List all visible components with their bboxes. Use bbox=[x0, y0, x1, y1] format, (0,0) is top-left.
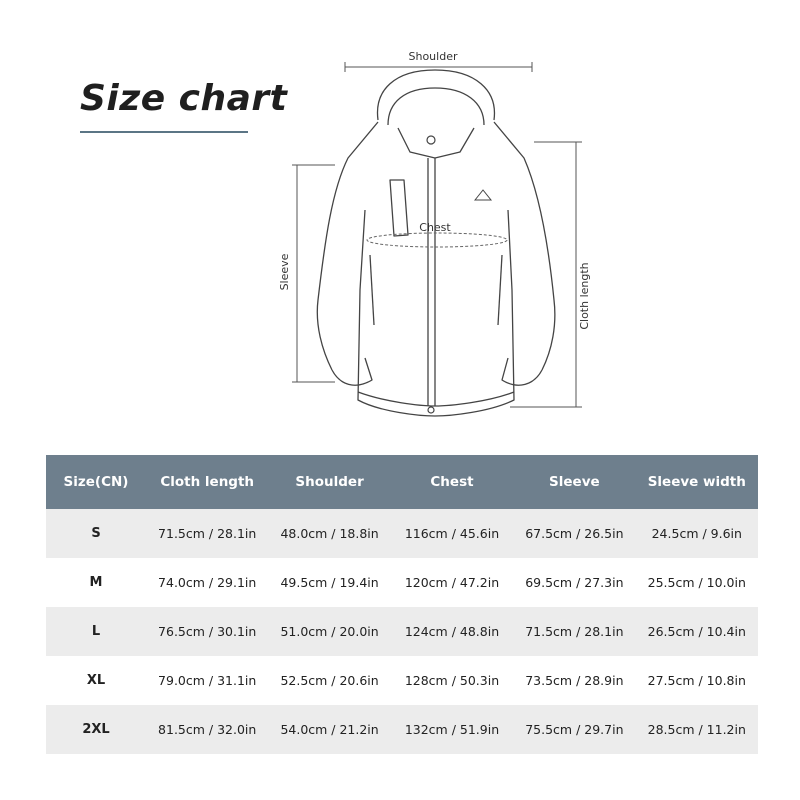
chest-cell: 116cm / 45.6in bbox=[404, 526, 500, 541]
cloth-length-cell: 81.5cm / 32.0in bbox=[158, 722, 257, 737]
cloth-length-cell: 71.5cm / 28.1in bbox=[158, 526, 257, 541]
sleeve-width-cell: 24.5cm / 9.6in bbox=[651, 526, 742, 541]
size-cell: 2XL bbox=[82, 722, 110, 737]
header-size: Size(CN) bbox=[63, 474, 129, 490]
shoulder-cell: 49.5cm / 19.4in bbox=[280, 575, 379, 590]
shoulder-cell: 54.0cm / 21.2in bbox=[280, 722, 379, 737]
chest-cell: 120cm / 47.2in bbox=[404, 575, 500, 590]
chest-cell: 124cm / 48.8in bbox=[404, 624, 500, 639]
chest-cell: 128cm / 50.3in bbox=[404, 673, 500, 688]
shoulder-cell: 52.5cm / 20.6in bbox=[280, 673, 379, 688]
header-sleeve: Sleeve bbox=[549, 474, 600, 490]
cloth-length-label: Cloth length bbox=[578, 262, 591, 330]
page-title: Size chart bbox=[80, 78, 288, 119]
shoulder-cell: 48.0cm / 18.8in bbox=[280, 526, 379, 541]
sleeve-cell: 67.5cm / 26.5in bbox=[525, 526, 624, 541]
table-row bbox=[46, 607, 758, 656]
chest-label: Chest bbox=[419, 221, 451, 234]
header-shoulder: Shoulder bbox=[295, 474, 364, 490]
size-cell: M bbox=[89, 575, 103, 590]
sleeve-width-cell: 26.5cm / 10.4in bbox=[647, 624, 746, 639]
sleeve-width-cell: 28.5cm / 11.2in bbox=[647, 722, 746, 737]
shoulder-label: Shoulder bbox=[408, 50, 458, 63]
jacket-diagram bbox=[270, 40, 610, 420]
table-row bbox=[46, 656, 758, 705]
size-cell: XL bbox=[86, 673, 106, 688]
sleeve-cell: 75.5cm / 29.7in bbox=[525, 722, 624, 737]
shoulder-cell: 51.0cm / 20.0in bbox=[280, 624, 379, 639]
size-table bbox=[46, 455, 758, 754]
sleeve-cell: 69.5cm / 27.3in bbox=[525, 575, 624, 590]
size-table-container bbox=[46, 455, 758, 754]
jacket-outline bbox=[317, 70, 555, 416]
cloth-length-cell: 79.0cm / 31.1in bbox=[158, 673, 257, 688]
chest-measure-ellipse bbox=[367, 233, 507, 247]
title-underline bbox=[80, 131, 248, 133]
header-sleeve-width: Sleeve width bbox=[647, 474, 746, 490]
brand-logo-icon bbox=[475, 190, 491, 200]
table-row bbox=[46, 558, 758, 607]
table-row bbox=[46, 509, 758, 558]
sleeve-width-cell: 27.5cm / 10.8in bbox=[647, 673, 746, 688]
chest-cell: 132cm / 51.9in bbox=[404, 722, 500, 737]
cloth-length-cell: 74.0cm / 29.1in bbox=[158, 575, 257, 590]
sleeve-width-cell: 25.5cm / 10.0in bbox=[647, 575, 746, 590]
cloth-length-cell: 76.5cm / 30.1in bbox=[158, 624, 257, 639]
sleeve-cell: 71.5cm / 28.1in bbox=[525, 624, 624, 639]
header-cloth-length: Cloth length bbox=[160, 474, 255, 490]
size-cell: S bbox=[91, 526, 101, 541]
table-header-row bbox=[46, 455, 758, 509]
size-cell: L bbox=[91, 624, 101, 639]
header-chest: Chest bbox=[430, 474, 474, 490]
sleeve-label: Sleeve bbox=[278, 253, 291, 291]
table-row bbox=[46, 705, 758, 754]
sleeve-cell: 73.5cm / 28.9in bbox=[525, 673, 624, 688]
